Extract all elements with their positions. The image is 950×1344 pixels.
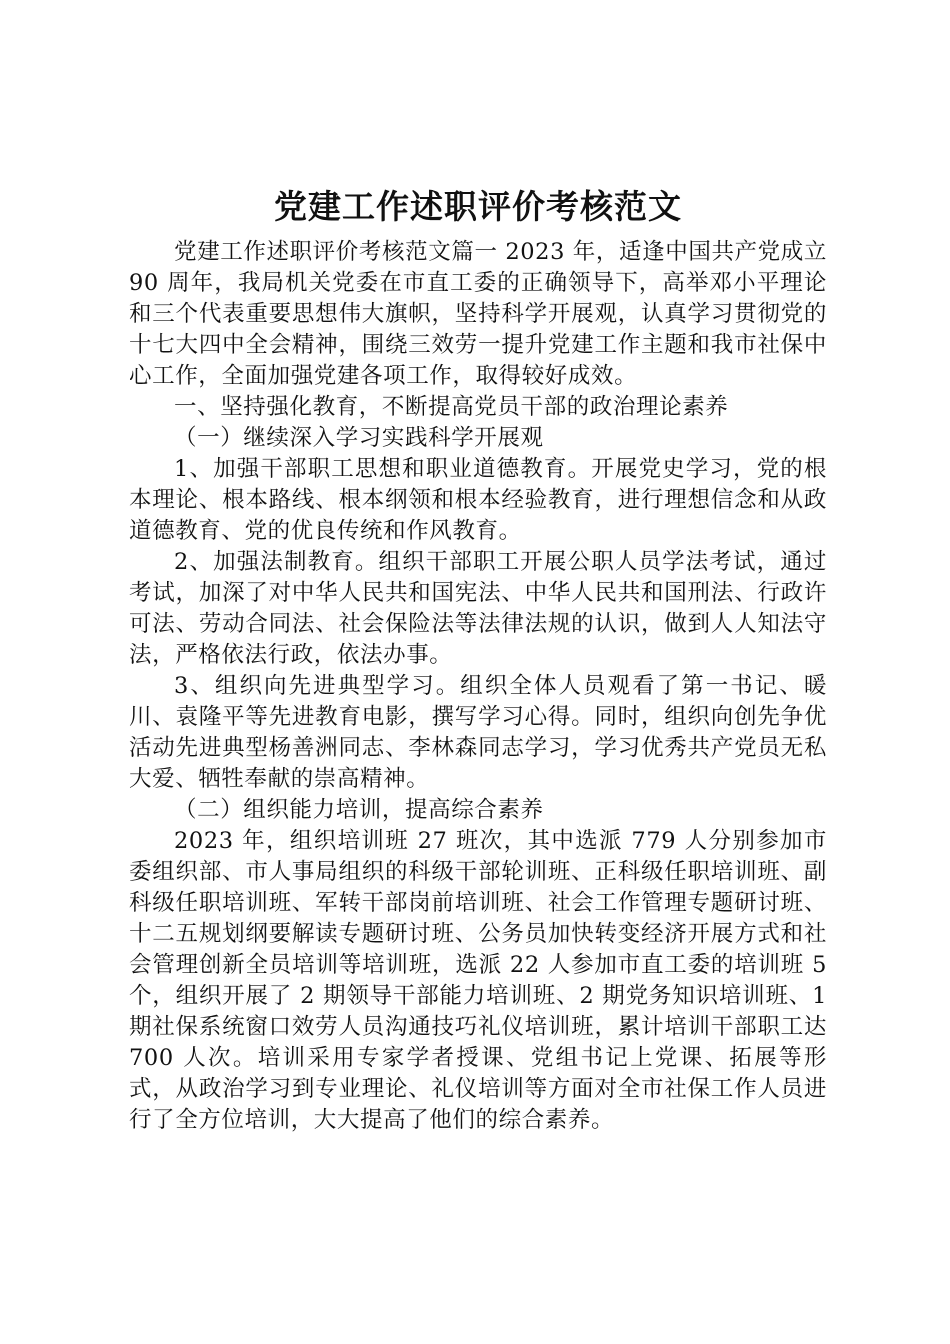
paragraph-item-1: 1、加强干部职工思想和职业道德教育。开展党史学习，党的根本理论、根本路线、根本纲领和根本经验教育，进行理想信念和从政道德教育、党的优良传统和作风教育。 xyxy=(129,456,827,544)
subsection-heading-1: （一）继续深入学习实践科学开展观 xyxy=(174,425,544,451)
training-paragraph: 2023 年，组织培训班 27 班次，其中选派 779 人分别参加市委组织部、市人事局组织的科级干部轮训班、正科级任职培训班、副科级任职培训班、军转干部岗前培训班、社会工作管理专题研讨班、十二五规划纲要解读专题研讨班、公务员加快转变经济开展方式和社会管理创新全员培训等培训班，选派 22 人参加市直工委的培训班 5 个，组织开展了 2 期领导干部能力培训班、2 期党务知识培训班、1 期社保系统窗口效劳人员沟通技巧礼仪培训班，累计培训干部职工达 700 人次。培训采用专家学者授课、党组书记上党课、拓展等形式，从政治学习到专业理论、礼仪培训等方面对全市社保工作人员进行了全方位培训，大大提高了他们的综合素养。 xyxy=(129,828,827,1133)
subsection-heading-2: （二）组织能力培训，提高综合素养 xyxy=(174,797,544,823)
paragraph-item-3: 3、组织向先进典型学习。组织全体人员观看了第一书记、暖川、袁隆平等先进教育电影，撰写学习心得。同时，组织向创先争优活动先进典型杨善洲同志、李林森同志学习，学习优秀共产党员无私大爱、牺牲奉献的崇高精神。 xyxy=(129,673,827,792)
section-heading-1: 一、坚持强化教育，不断提高党员干部的政治理论素养 xyxy=(174,394,729,420)
paragraph-item-2: 2、加强法制教育。组织干部职工开展公职人员学法考试，通过考试，加深了对中华人民共和国宪法、中华人民共和国刑法、行政许可法、劳动合同法、社会保险法等法律法规的认识，做到人人知法守法，严格依法行政，依法办事。 xyxy=(129,549,827,668)
document-title: 党建工作述职评价考核范文 xyxy=(274,187,682,226)
intro-paragraph: 党建工作述职评价考核范文篇一 2023 年，适逢中国共产党成立 90 周年，我局机关党委在市直工委的正确领导下，高举邓小平理论和三个代表重要思想伟大旗帜，坚持科学开展观，认真学习贯彻党的十七大四中全会精神，围绕三效劳一提升党建工作主题和我市社保中心工作，全面加强党建各项工作，取得较好成效。 xyxy=(129,239,827,389)
document-body xyxy=(129,183,827,1136)
